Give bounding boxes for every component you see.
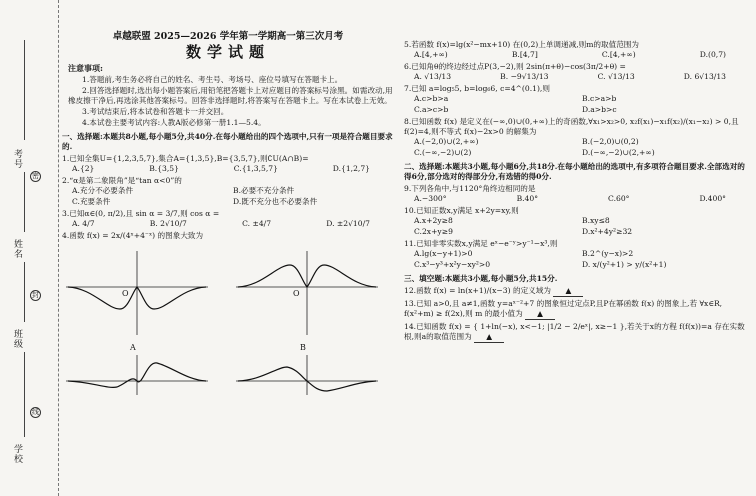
q9-option-d: D.400° <box>699 194 726 203</box>
q12 <box>404 286 750 297</box>
q1-stem: 1.已知全集U={1,2,3,5,7},集合A={1,3,5},B={3,5,7},则∁U(A∩B)= <box>62 154 309 163</box>
graph-b-origin: O <box>293 289 300 298</box>
q13-stem: 13.已知 a>0,且 a≠1,函数 y=aˣ⁻²+7 的图象恒过定点P,且P在幂函数 f(x) 的图象上,若 ∀x∈R, f(x²+m) ≥ f(2x),则 m 的最小值为 <box>404 299 723 318</box>
q9-stem: 9.下列各角中,与1120°角终边相同的是 <box>404 184 536 193</box>
q2-option-a: A.充分不必要条件 <box>72 186 134 195</box>
q11-options <box>404 249 750 270</box>
q14-answer-blank: ▲ <box>474 332 504 343</box>
q8-option-c: C.(−∞,−2)∪(2) <box>414 148 472 157</box>
graph-c <box>62 355 212 395</box>
q10-option-d: D.x²+4y²≥32 <box>582 227 633 236</box>
q11-option-a: A.lg(x−y+1)>0 <box>414 249 473 258</box>
q4-stem: 4.函数 f(x) = 2x/(4ˣ+4⁻ˣ) 的图象大致为 <box>62 231 204 240</box>
note-item: 2.回答选择题时,选出每小题答案后,用铅笔把答题卡上对应题目的答案标号涂黑。如需改动,用橡皮擦干净后,再选涂其他答案标号。回答非选择题时,将答案写在答题卡上。写在本试卷上无效。 <box>68 86 393 105</box>
q10-option-a: A.x+2y≥8 <box>414 216 453 225</box>
q1-options <box>62 164 394 174</box>
q9-options <box>404 194 750 204</box>
q13 <box>404 299 750 320</box>
q5-option-d: D.(0,7) <box>699 50 726 59</box>
q11-option-b: B.2^(y−x)>2 <box>582 249 634 258</box>
seal-mark: 线 <box>32 408 39 416</box>
section-2-title: 二、选择题:本题共3小题,每小题6分,共18分.在每小题给出的选项中,有多项符合题目要求.全部选对的得6分,部分选对的得部分分,有选错的得0分. <box>404 162 745 181</box>
binding-line <box>24 172 25 232</box>
q1-option-a: A.{2} <box>72 164 95 173</box>
q10-stem: 10.已知正数x,y满足 x+2y=xy,则 <box>404 206 519 215</box>
binding-line <box>24 262 25 322</box>
q6-option-d: D. 6√13/13 <box>683 72 726 81</box>
q11-stem: 11.已知非零实数x,y满足 eˣ−e⁻ʸ>y⁻¹−x³,则 <box>404 239 558 248</box>
note-item: 1.答题前,考生务必将自己的姓名、考生号、考场号、座位号填写在答题卡上。 <box>82 75 343 84</box>
binding-field-school: 学校 <box>14 445 24 465</box>
notes-title: 注意事项: <box>68 63 103 73</box>
q9-option-c: C.60° <box>608 194 630 203</box>
q7-option-c: C.a>c>b <box>414 105 449 114</box>
q3-option-a: A. 4/7 <box>72 219 95 228</box>
binding-field-class: 班级 <box>14 330 24 350</box>
note-item: 3.考试结束后,将本试卷和答题卡一并交回。 <box>82 107 229 116</box>
q3-option-d: D. ±2√10/7 <box>326 219 370 228</box>
q2-stem: 2.“α是第二象限角”是“tan α<0”的 <box>62 176 182 185</box>
q10-options <box>404 216 750 237</box>
q5-option-c: C.[4,+∞) <box>601 50 636 59</box>
graph-a-origin: O <box>122 289 129 298</box>
binding-line <box>24 352 25 437</box>
seal-mark: 封 <box>32 291 39 299</box>
q14-stem: 14.已知函数 f(x) = { 1+ln(−x), x<−1; |1/2 − 2/eˣ|, x≥−1 },若关于x的方程 f(f(x))=a 存在实数根,则a的取值范围为 <box>404 322 745 341</box>
graph-b-label: B <box>300 343 306 352</box>
section-1-title: 一、选择题:本题共8小题,每小题5分,共40分.在每小题给出的四个选项中,只有一项是符合题目要求的. <box>62 132 393 151</box>
q10-option-c: C.2x+y≥9 <box>414 227 453 236</box>
q6-options <box>404 72 750 82</box>
q9-option-a: A.−300° <box>414 194 447 203</box>
q7-option-d: D.a>b>c <box>582 105 617 114</box>
q14 <box>404 322 750 343</box>
q7-options <box>404 94 750 115</box>
q1-option-d: D.{1,2,7} <box>332 164 370 173</box>
q8-option-a: A.(−2,0)∪(2,+∞) <box>414 137 479 146</box>
q1-option-c: C.{1,3,5,7} <box>233 164 278 173</box>
q12-answer-blank: ▲ <box>553 286 583 297</box>
q3-stem: 3.已知α∈(0, π/2),且 sin α = 3/7,则 cos α = <box>62 209 220 218</box>
q7-stem: 7.已知 a=log₅5, b=log₆6, c=4^(0.1),则 <box>404 84 550 93</box>
q6-option-b: B. −9√13/13 <box>500 72 549 81</box>
q6-option-a: A. √13/13 <box>414 72 452 81</box>
q4-graphs <box>62 243 394 393</box>
q1-option-b: B.{3,5} <box>149 164 179 173</box>
q2-option-c: C.充要条件 <box>72 197 111 206</box>
q2-options <box>62 186 394 207</box>
graph-d <box>232 355 382 395</box>
q13-answer-blank: ▲ <box>525 309 555 320</box>
q12-stem: 12.函数 f(x) = ln(x+1)/(x−3) 的定义域为 <box>404 286 551 295</box>
binding-line <box>24 40 25 140</box>
q11-option-d: D. x/(y²+1) > y/(x²+1) <box>582 260 667 269</box>
q8-stem: 8.已知函数 f(x) 是定义在(−∞,0)∪(0,+∞)上的奇函数,∀x₁>x₂>0, x₂f(x₁)−x₁f(x₂)/(x₁−x₂) > 0,且 f(2)=4,则不等式 f(x)−2x>0 的解集为 <box>404 117 739 136</box>
q5-options <box>404 50 750 60</box>
note-item: 4.本试卷主要考试内容:人教A版必修第一册1.1—5.4。 <box>82 118 266 127</box>
q3-options <box>62 219 394 229</box>
q2-option-b: B.必要不充分条件 <box>233 186 295 195</box>
q8-option-b: B.(−2,0)∪(0,2) <box>582 137 639 146</box>
q7-option-a: A.c>b>a <box>414 94 449 103</box>
graph-b <box>232 247 382 339</box>
q3-option-c: C. ±4/7 <box>242 219 272 228</box>
q8-options <box>404 137 750 158</box>
q3-option-b: B. 2√10/7 <box>149 219 187 228</box>
seal-mark: 密 <box>32 172 39 180</box>
q7-option-b: B.c>a>b <box>582 94 617 103</box>
binding-field-name: 姓名 <box>14 240 24 260</box>
graph-a-label: A <box>130 343 136 352</box>
left-column <box>62 30 394 393</box>
q6-stem: 6.已知角θ的终边经过点P(3,−2),则 2sin(π+θ)−cos(3π/2+θ) = <box>404 62 626 71</box>
binding-strip <box>0 0 59 496</box>
q9-option-b: B.40° <box>516 194 539 203</box>
graph-a <box>62 247 212 339</box>
exam-subject: 数学试题 <box>185 43 270 61</box>
q5-stem: 5.若函数 f(x)=lg(x²−mx+10) 在(0,2)上单调递减,则m的取值范围为 <box>404 40 639 49</box>
q10-option-b: B.xy≤8 <box>582 216 610 225</box>
q8-option-d: D.(−∞,−2)∪(2,+∞) <box>582 148 655 157</box>
section-3-title: 三、填空题:本题共3小题,每小题5分,共15分. <box>404 274 558 283</box>
q5-option-b: B.[4,7] <box>511 50 538 59</box>
q6-option-c: C. √13/13 <box>597 72 635 81</box>
right-column <box>404 38 750 343</box>
q11-option-c: C.x³−y³+x²y−xy²>0 <box>414 260 491 269</box>
binding-field-exam-number: 考号 <box>14 150 24 170</box>
exam-title: 卓越联盟 2025—2026 学年第一学期高一第三次月考 <box>112 31 344 42</box>
q2-option-d: D.既不充分也不必要条件 <box>233 197 318 206</box>
q5-option-a: A.[4,+∞) <box>414 50 448 59</box>
